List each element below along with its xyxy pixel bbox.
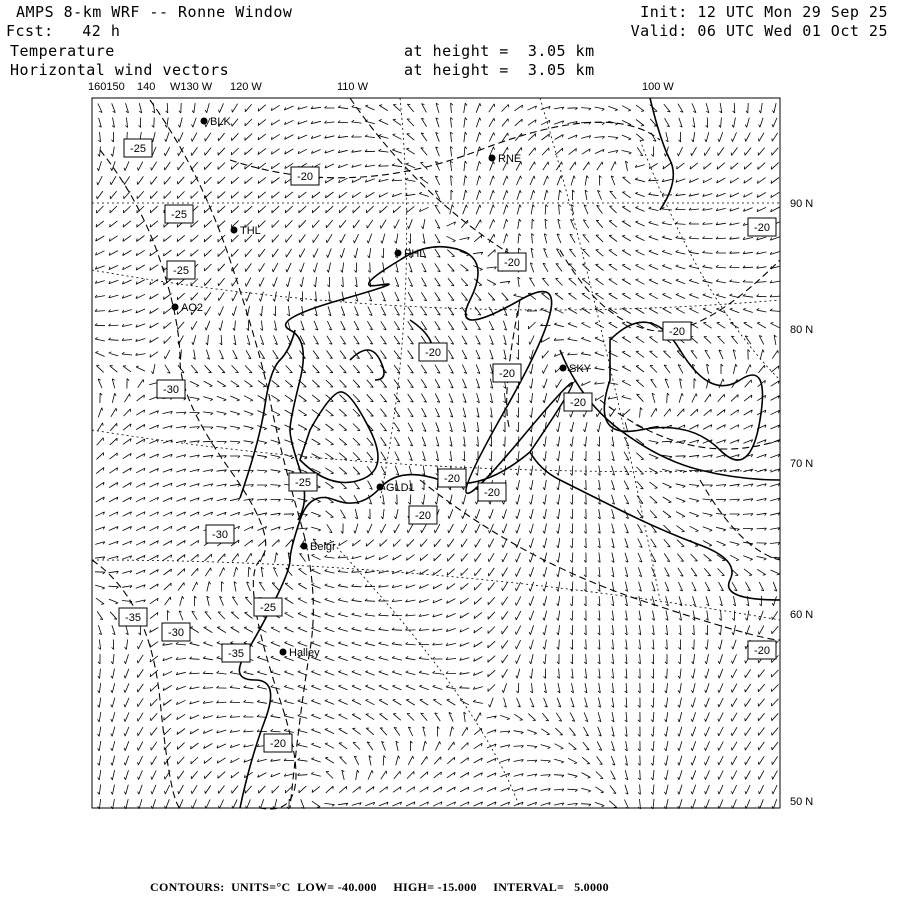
contour-label: -20 xyxy=(297,171,313,183)
station-dot-ao2 xyxy=(172,304,179,311)
contour-label: -30 xyxy=(212,529,228,541)
contour-label: -20 xyxy=(444,473,460,485)
contour-label: -20 xyxy=(504,257,520,269)
lat-label-50: 50 N xyxy=(790,796,814,808)
valid-time: Valid: 06 UTC Wed 01 Oct 25 xyxy=(630,22,888,40)
station-dot-thl xyxy=(231,227,238,234)
contour-label: -25 xyxy=(130,143,146,155)
contour-label: -20 xyxy=(754,222,770,234)
lon-label-100: 100 W xyxy=(642,81,674,93)
field2-height: at height = 3.05 km xyxy=(404,61,595,79)
contour-label: -20 xyxy=(425,347,441,359)
contour-label: -20 xyxy=(499,368,515,380)
contour-label: -20 xyxy=(754,645,770,657)
lat-label-80: 80 N xyxy=(790,324,814,336)
contour-label: -30 xyxy=(163,384,179,396)
station-label-phl: PHL xyxy=(404,248,426,260)
contour-legend: CONTOURS: UNITS=°C LOW= -40.000 HIGH= -15.000 INTERVAL= 5.0000 xyxy=(150,880,609,894)
lon-label-160150: 160150 xyxy=(88,81,125,93)
wind-barb-paths xyxy=(95,103,780,809)
station-label-rne: RNE xyxy=(498,153,522,165)
station-label-halley: Halley xyxy=(289,647,320,659)
station-markers xyxy=(172,116,592,659)
model-title: AMPS 8-km WRF -- Ronne Window xyxy=(16,3,293,21)
contour-label: -30 xyxy=(168,627,184,639)
contour-label: -25 xyxy=(295,477,311,489)
lon-label-120: 120 W xyxy=(230,81,262,93)
field1-name: Temperature xyxy=(10,42,115,60)
contour-label: -20 xyxy=(415,510,431,522)
station-dot-phl xyxy=(395,250,402,257)
wind-vector-field xyxy=(95,103,780,809)
station-dot-rne xyxy=(489,155,496,162)
contour-value-labels xyxy=(119,139,776,752)
lat-label-60: 60 N xyxy=(790,609,814,621)
station-dot-halley xyxy=(280,649,287,656)
station-label-sky: SKY xyxy=(569,363,592,375)
init-time: Init: 12 UTC Mon 29 Sep 25 xyxy=(640,3,888,21)
contour-label: -35 xyxy=(125,612,141,624)
station-label-belgr: Belgr xyxy=(310,541,336,553)
field2-name: Horizontal wind vectors xyxy=(10,61,230,79)
lat-label-70: 70 N xyxy=(790,458,814,470)
station-dot-gld xyxy=(377,484,384,491)
station-dot-belgr xyxy=(301,543,308,550)
contour-label: -20 xyxy=(484,487,500,499)
contour-label: -20 xyxy=(270,738,286,750)
station-label-blk: BLK xyxy=(210,116,231,128)
contour-label: -20 xyxy=(669,326,685,338)
lon-label-110: 110 W xyxy=(337,81,368,93)
contour-label: -20 xyxy=(570,397,586,409)
station-label-gld: GLD1 xyxy=(386,482,415,494)
station-label-ao2: AO2 xyxy=(181,302,204,314)
lat-label-90: 90 N xyxy=(790,198,814,210)
contour-label: -35 xyxy=(228,648,244,660)
contour-label: -25 xyxy=(173,265,189,277)
contour-label: -25 xyxy=(260,602,276,614)
station-label-thl: THL xyxy=(240,225,261,237)
station-dot-blk xyxy=(201,118,208,125)
lon-label-130: W130 W xyxy=(170,81,213,93)
station-dot-sky xyxy=(560,365,567,372)
lon-label-140: 140 xyxy=(137,81,156,93)
forecast-hour: Fcst: 42 h xyxy=(6,22,121,40)
field1-height: at height = 3.05 km xyxy=(404,42,595,60)
contour-label: -25 xyxy=(171,209,187,221)
coastline xyxy=(239,98,780,808)
